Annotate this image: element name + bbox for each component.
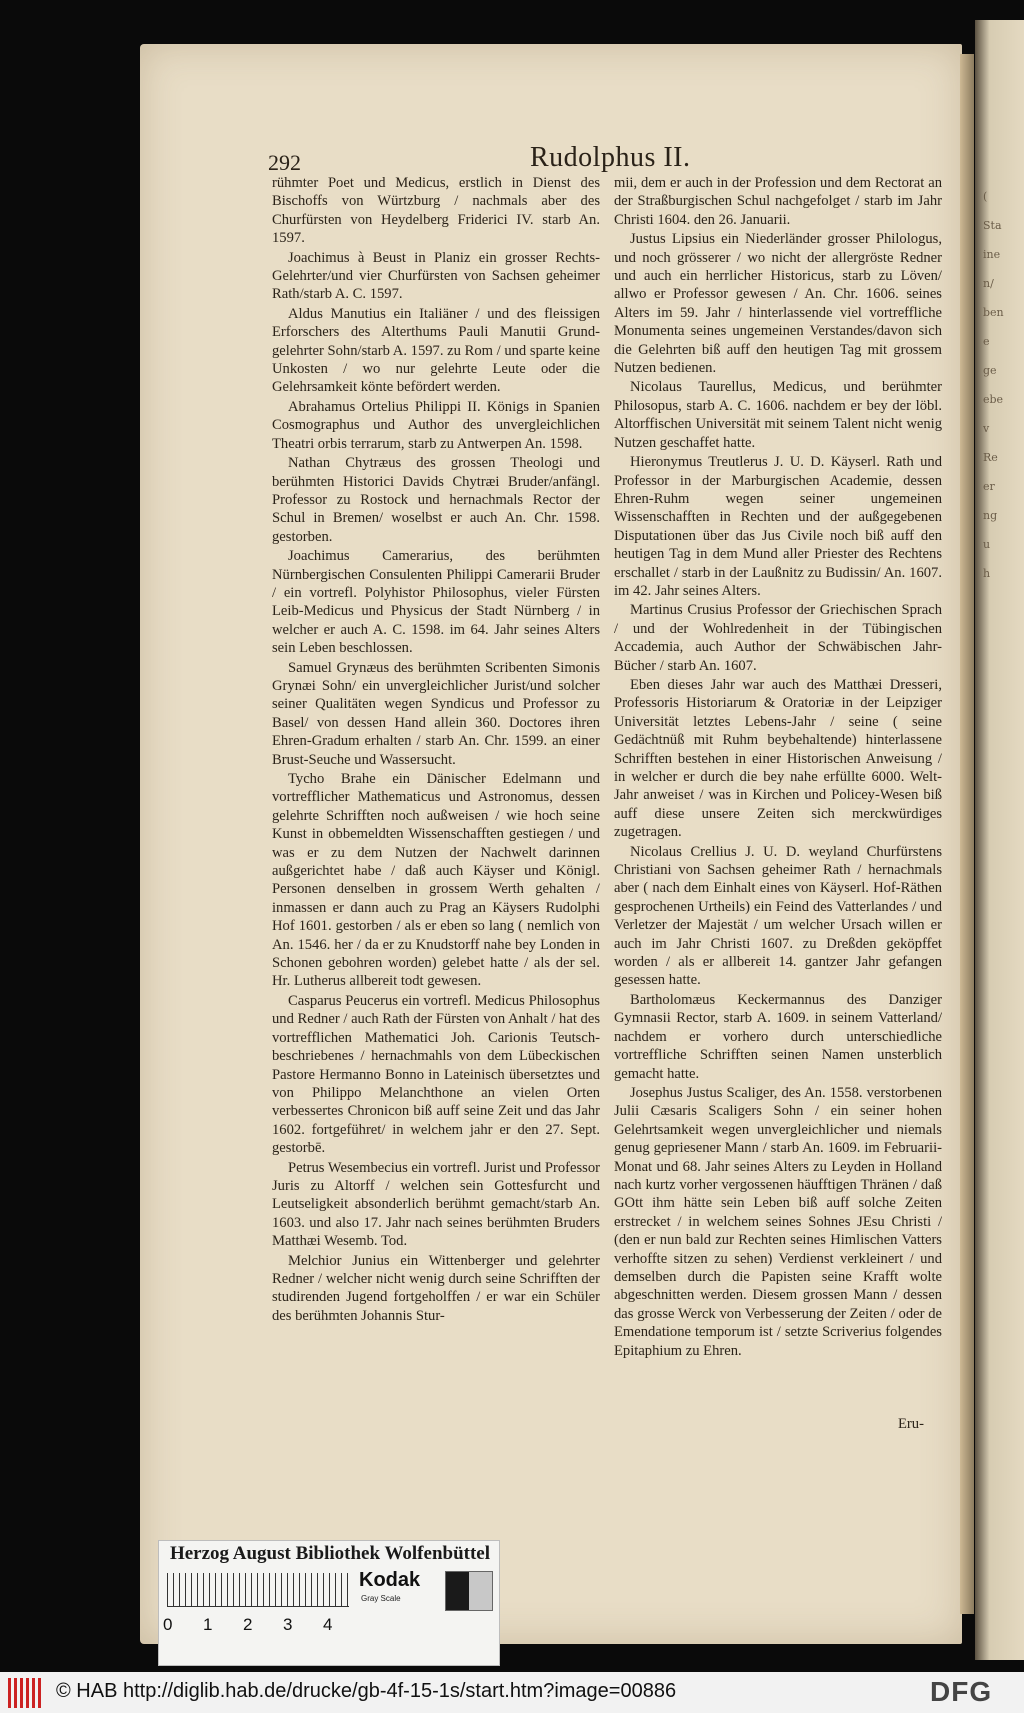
paragraph: Josephus Justus Scaliger, des An. 1558. verstorbenen Julii Cæsaris Scaligers Sohn / ein seiner hohen Gelehrtsamkeit wegen unvergleichlicher und niemals genug gepriesener Mann / starb An. 1609. im Februarii-Monat und 68. Jahr seines Alters zu Leyden in Holland nach kurtz vorher vergossenen häufftigen Thränen / daß GOtt ihm hätte sein Leben biß auff solche Zeiten erstrecket / in welchem seines Sohnes JEsu Christi / (den er nun bald zur Rechten seines Himlischen Vatters verhoffte sitzen zu sehen) Verdienst verkleinert / und demselben durch die Papisten seine Krafft wolte abgeschnitten werden. Diesem grossen Mann / dessen das grosse Werck von Verbesserung der Zeiten / oder de Emendatione temporum ist / setzte Scriverius folgendes Epitaphium zu Ehren. [614, 1084, 942, 1359]
left-text-column [272, 174, 600, 1389]
paragraph: Bartholomæus Keckermannus des Danziger Gymnasii Rector, starb A. 1609. in seinem Vatterland/ nachdem er vorhero durch unterschiedliche vortreffliche Schrifften seinen Namen unsterblich gemacht hatte. [614, 991, 942, 1082]
running-head-title: Rudolphus II. [530, 142, 691, 173]
paragraph: Abrahamus Ortelius Philippi II. Königs in Spanien Cosmographus und Author des unvergleichlichen Theatri orbis terrarum, starb zu Antwerpen An. 1598. [272, 398, 600, 452]
paragraph: Eben dieses Jahr war auch des Matthæi Dresseri, Professoris Historiarum & Oratoriæ in der Leipziger Universität letztes Lebens-Jahr / seine ( seine Gedächtnüß mit Ruhm beybehaltende) hinterlassene Schrifften bestehen in einer Historischen Anweisung / in welcher er durch die bey nahe erfüllte 6000. Welt-Jahr anweiset / was in Kirchen und Policey-Wesen biß auff diese unsere Zeiten sich merckwürdiges zugetragen. [614, 676, 942, 841]
dfg-logo: DFG [930, 1676, 993, 1707]
paragraph: Justus Lipsius ein Niederländer grosser Philologus, und noch grösserer / wo nicht der allergröste Redner und auch ein herrlicher Historicus, starb zu Löven/ allwo er Professor gewesen / An. Chr. 1606. seines Alters im 59. Jahr / hinterlassende viel vortreffliche Monumenta seines ungemeinen Verstandes/davon sich die Gelehrten biß auff den heutigen Tag mit grossem Nutzen bedienen. [614, 231, 942, 377]
footer-bar [0, 1672, 1024, 1713]
paragraph: Joachimus à Beust in Planiz ein grosser Rechts-Gelehrter/und vier Churfürsten von Sachsen geheimer Rath/starb A. C. 1597. [272, 249, 600, 303]
paragraph: Petrus Wesembecius ein vortrefl. Jurist und Professor Juris zu Altorff / welchen sein Gottesfurcht und Leutseligkeit absonderlich berühmt gemacht/starb An. 1603. und also 17. Jahr nach seines berühmten Bruders Matthæi Wesemb. Tod. [272, 1159, 600, 1250]
facing-page-fragment: v [983, 422, 990, 435]
page-number: 292 [268, 150, 301, 175]
facing-page-fragment: ge [983, 364, 997, 377]
kodak-logo: Kodak [359, 1569, 421, 1591]
paragraph: Hieronymus Treutlerus J. U. D. Käyserl. Rath und Professor in der Marburgischen Academie, dessen Ehren-Ruhm wegen seiner ungemeinen Wissenschafften in Rechten und der außgegebenen Disputationen über das Jus Civile noch biß auff den heutigen Tag in dem Mund aller Priester des Rechtens erschallet / starb in der Laußnitz zu Budissin/ An. 1607. im 42. Jahr seines Alters. [614, 454, 942, 599]
paragraph: rühmter Poet und Medicus, erstlich in Dienst des Bischoffs von Würtzburg / nachmals aber des Churfürsten von Heydelberg Friderici IV. starb An. 1597. [272, 175, 600, 247]
facing-page-fragment: er [983, 480, 995, 493]
ruler-label: 1 [203, 1615, 213, 1634]
facing-page-fragment: h [983, 567, 991, 580]
library-name: Herzog August Bibliothek Wolfenbüttel [169, 1543, 491, 1564]
facing-page-fragment: ine [983, 248, 1001, 261]
facing-page-fragments [975, 20, 1024, 580]
facing-page-fragment: ( [983, 190, 988, 203]
gray-scale-label: Gray Scale [361, 1594, 401, 1603]
paragraph: Nicolaus Taurellus, Medicus, und berühmter Philosopus, starb A. C. 1606. nachdem er bey der löbl. Altorffischen Universität mit seinem Talent nicht wenig Nutzen geschaffet hatte. [614, 379, 942, 451]
color-calibration-card [158, 1540, 500, 1666]
paragraph: Joachimus Camerarius, des berühmten Nürnbergischen Consulenten Philippi Camerarii Bruder / ein vortrefl. Polyhistor Philosophus, vieler Fürsten Leib-Medicus und Physicus der Stadt Nürnberg / in welcher er auch A. C. 1598. im 64. Jahr seines Alters sein Leben beschlossen. [272, 548, 600, 657]
catchword: Eru- [898, 1416, 924, 1432]
paragraph: Samuel Grynæus des berühmten Scribenten Simonis Grynæi Sohn/ ein unvergleichlicher Jurist/und solcher seiner Qualitäten wegen Syndicus und Professor zu Basel/ von dessen Hand allein 360. Doctores ihren Ehren-Gradum erhalten / starb An. Chr. 1599. an einer Brust-Seuche und Wassersucht. [272, 659, 600, 768]
facing-page-fragment: Sta [983, 219, 1002, 232]
source-url[interactable]: © HAB http://diglib.hab.de/drucke/gb-4f-15-1s/start.htm?image=00886 [56, 1680, 677, 1702]
paragraph: Aldus Manutius ein Italiäner / und des fleissigen Erforschers des Alterthums Pauli Manutii Grund-gelehrter Sohn/starb A. 1597. zu Rom / und sparte keine Unkosten / wo nur gelehrte Leute oder die Gelehrsamkeit könte befördert werden. [272, 305, 600, 396]
running-head [268, 140, 928, 174]
paragraph: mii, dem er auch in der Profession und dem Rectorat an der Straßburgischen Schul nachgefolget / starb im Jahr Christi 1604. den 26. Januarii. [614, 175, 942, 228]
facing-page-fragment: ng [983, 509, 998, 522]
paragraph: Nicolaus Crellius J. U. D. weyland Churfürstens Christiani von Sachsen geheimer Rath / hernachmals aber ( nach dem Einhalt eines von Käyserl. Hof-Räthen gesprochenen Urtheils) ein Feind des Vatterlandes / und Verletzer der Majestät / um welcher Ursach willen er auch im Jahr Christi 1607. zu Dreßden geköpffet worden / als er allbereit 14. gantzer Jahr gefangen gesessen hatte. [614, 843, 942, 989]
scale-ruler [167, 1573, 349, 1607]
ruler-label: 4 [323, 1615, 333, 1634]
paragraph: Martinus Crusius Professor der Griechischen Sprach / und der Wohlredenheit in der Tübingischen Accademia, auch Author der Schwäbischen Jahr-Bücher / starb An. 1607. [614, 602, 942, 674]
paragraph: Melchior Junius ein Wittenberger und gelehrter Redner / welcher nicht wenig durch seine Schrifften der studirenden Jugend fortgeholffen / er war ein Schüler des berühmten Johannis Stur- [272, 1252, 600, 1324]
ruler-label: 2 [243, 1615, 253, 1634]
facing-page-fragment: u [983, 538, 991, 551]
facing-page-fragment: ebe [983, 393, 1004, 406]
facing-page-fragment: Re [983, 451, 998, 464]
gray-scale-patch [445, 1571, 493, 1611]
facing-page-fragment: ben [983, 306, 1004, 319]
paragraph: Nathan Chytræus des grossen Theologi und berühmten Historici Davids Chytræi Bruder/anfängl. Professor zu Rostock und hernachmals Rector der Schul in Bremen/ woselbst er auch An. Chr. 1598. gestorben. [272, 455, 600, 545]
ruler-label: 0 [163, 1615, 173, 1634]
paragraph: Tycho Brahe ein Dänischer Edelmann und vortrefflicher Mathematicus und Astronomus, dessen gelehrte Schrifften noch außweisen / wie hoch seine Kunst in obbemeldten Wissenschafften gestiegen / und was er zu dem Nutzen der Nachwelt darinnen außgerichtet habe / daß auch Käyser und Königl. Personen denselben in grossem Werth gehalten / inmassen er dann auch zu Prag an Käysers Rudolphi Hof 1601. gestorben / als er eben so lang ( nemlich von An. 1546. her / da er zu Knudstorff nahe bey Londen in Schonen gebohren worden) gelebet hatte / als der sel. Hr. Lutherus allbereit todt gewesen. [272, 771, 600, 990]
hab-logo-icon [8, 1678, 44, 1708]
right-text-column [614, 174, 942, 1424]
ruler-label: 3 [283, 1615, 293, 1634]
paragraph: Casparus Peucerus ein vortrefl. Medicus Philosophus und Redner / auch Rath der Fürsten von Anhalt / hat des vortrefflichen Mathematici Joh. Carionis Teutsch-beschriebenes / hernachmahls von dem Lübeckischen Pastore Hermanno Bonno in Lateinisch übersetztes und von Philippo Melanchthone an vielen Orten verbessertes Chronicon biß auff seine Zeit und das Jahr 1602. fortgeführet/ in welchem jahr er den 27. Sept. gestorbē. [272, 992, 600, 1157]
facing-page-fragment: n/ [983, 277, 994, 290]
facing-page-fragment: e [983, 335, 990, 348]
facing-page-edge [975, 20, 1024, 1660]
